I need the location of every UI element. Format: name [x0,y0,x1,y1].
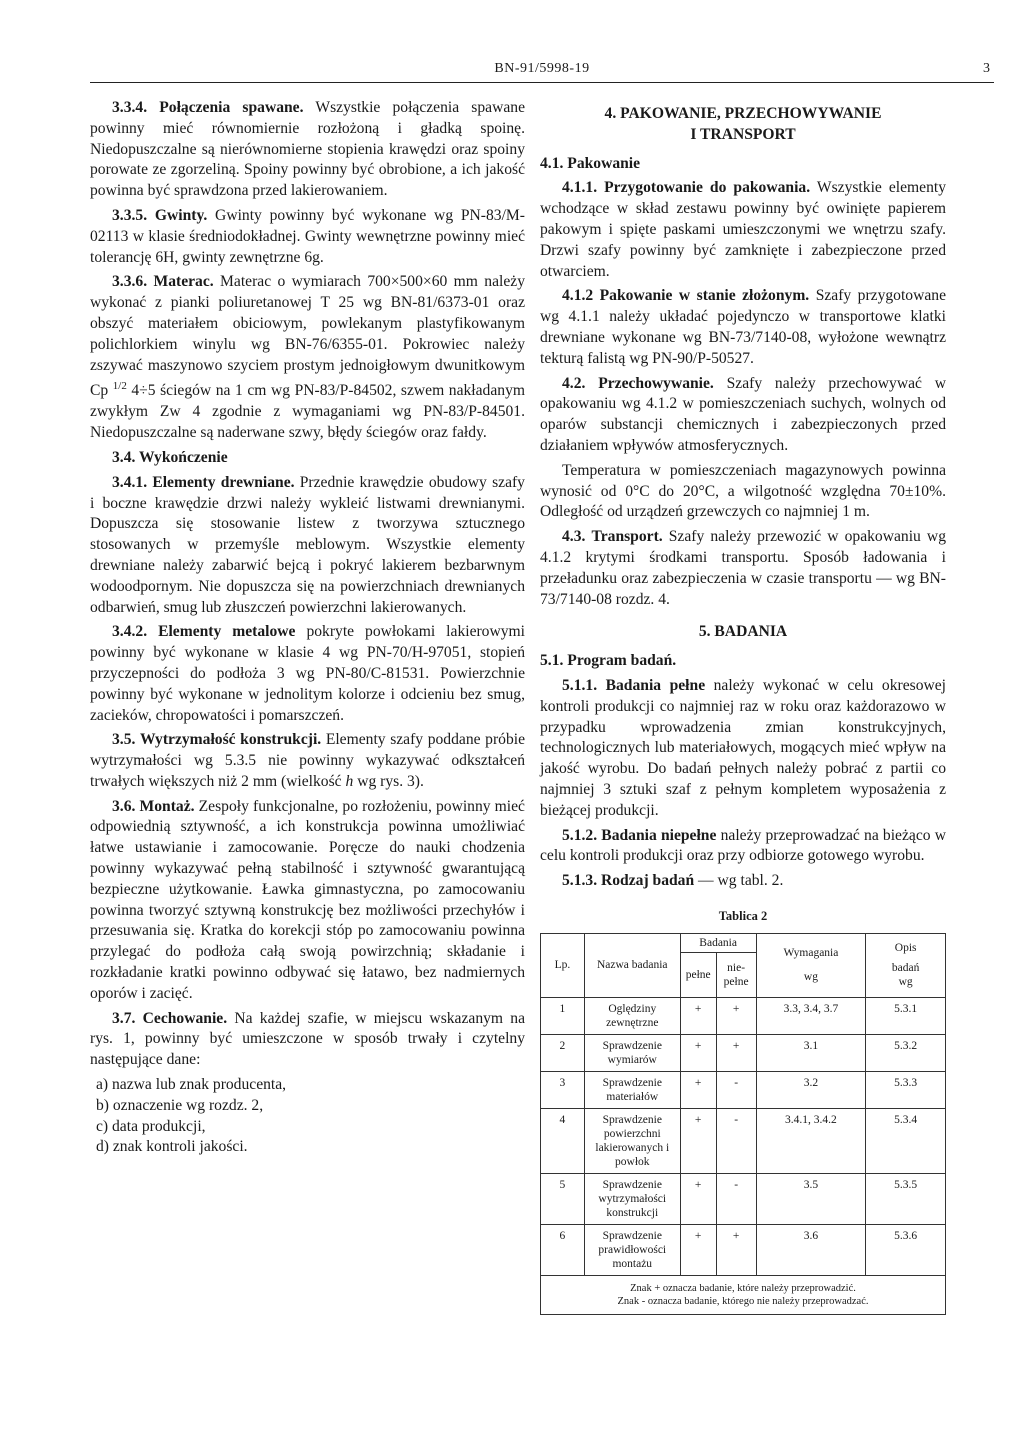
section-3-5: 3.5. Wytrzymałość konstrukcji. Elementy szafy poddane próbie wytrzymałości wg 5.3.5 nie powinny wykazywać odkształceń trwałych większych niż 2 mm (wielkość h wg rys. 3). [90,731,525,790]
header-niepelne: nie-pełne [716,952,756,997]
marking-list [96,1075,525,1158]
table-note: Znak + oznacza badanie, które należy przeprowadzić. Znak - oznacza badanie, którego nie należy przeprowadzać. [541,1275,946,1314]
page-header [90,60,994,83]
right-column [540,98,946,1315]
table-row: 6 Sprawdzenie prawidłowości montażu + + 3.6 5.3.6 [541,1224,946,1275]
tests-table [540,933,946,1315]
section-5-1-3: 5.1.3. Rodzaj badań — wg tabl. 2. [562,872,784,890]
storage-temperature: Temperatura w pomieszczeniach magazynowych powinna wynosić od 0°C do 20°C, a wilgotność względna 70±10%. Odległość od urządzeń grzewczych co najmniej 1 m. [540,461,946,521]
table-row: 5 Sprawdzenie wytrzymałości konstrukcji + - 3.5 5.3.5 [541,1173,946,1224]
section-4-3: 4.3. Transport. Szafy należy przewozić w opakowaniu wg 4.1.2 krytymi środkami transportu. Sposób ładowania i przeładunku oraz zabezpieczenia w czasie transportu — wg BN-73/7140-08 rozdz. 4. [540,528,946,608]
section-4-2: 4.2. Przechowywanie. Szafy należy przechowywać w opakowaniu wg 4.1.2 w pomieszczeniach suchych, wolnych od oparów substancji chemicznych i zabezpieczonych przed działaniem wpływów atmosferycznych. [540,374,946,454]
header-wymagania: Wymagania wg [756,933,866,997]
section-5-1-2: 5.1.2. Badania niepełne należy przeprowadzać na bieżąco w celu kontroli produkcji oraz przy odbiorze gotowego wyrobu. [540,826,946,865]
section-3-6: 3.6. Montaż. Zespoły funkcjonalne, po rozłożeniu, powinny mieć odpowiednią sztywność, a ich konstrukcja powinna umożliwiać łatwe ustawianie i zamocowanie. Poręcze do nauki chodzenia powinny wykazywać pełną stabilność i sztywność gwarantującą bezpieczne użytkowanie. Ławka gimnastyczna, po zamocowaniu powinna tworzyć sztywną konstrukcję bez możliwości przechyłów i przesuwania się. Kratka do korekcji stóp po zamocowaniu powinna przylegać do podłoża całą swoją powirzchnią; składanie i rozkładanie kratki powinno odbywać się łatawo, bez nadmiernych oporów i zacięć. [90,797,525,1002]
heading-5-1: 5.1. Program badań. [540,652,677,670]
section-3-3-4: 3.3.4. Połączenia spawane. Wszystkie połączenia spawane powinny mieć równomiernie rozłożoną i gładką spoinę. Niedopuszczalne są nierównomierne stopienia krawędzi oraz spoiny porowate ze zgorzeliną. Spoiny powinny być obrobione, a ich jakość powinna być sprawdzona przed lakierowaniem. [90,99,525,200]
header-name: Nazwa badania [584,933,680,997]
section-3-7: 3.7. Cechowanie. Na każdej szafie, w miejscu wskazanym na rys. 1, powinny być umieszczone w sposób trwały i czytelny następujące dane: [90,1009,526,1069]
header-opis: Opis badań wg [866,933,946,997]
list-item: d) znak kontroli jakości. [96,1138,248,1156]
section-3-3-5: 3.3.5. Gwinty. Gwinty powinny być wykonane wg PN-83/M-02113 w klasie średniodokładnej. Gwinty wewnętrzne powinny mieć tolerancję 6H, gwinty zewnętrzne 6g. [90,206,525,266]
section-4-1-2: 4.1.2 Pakowanie w stanie złożonym. Szafy przygotowane wg 4.1.1 należy układać pojedynczo w transportowe klatki drewniane wykonane wg BN-73/7140-08, wyłożone wewnątrz tekturą falistą wg PN-90/P-50527. [540,287,946,367]
heading-3-4: 3.4. Wykończenie [112,448,228,466]
table-caption: Tablica 2 [718,908,768,923]
table-row: 3 Sprawdzenie materiałów + - 3.2 5.3.3 [541,1071,946,1108]
section-5-heading: 5. BADANIA [698,623,788,641]
section-4-heading: 4. PAKOWANIE, PRZECHOWYWANIE I TRANSPORT [604,105,882,143]
header-lp: Lp. [541,933,585,997]
header-pelne: pełne [680,952,716,997]
section-4-1-1: 4.1.1. Przygotowanie do pakowania. Wszystkie elementy wchodzące w skład zestawu powinny być owinięte papierem pakowym i spięte paskami umieszczonymi we wnętrzu szafy. Drzwi szafy powinny być zamknięte i zabezpieczone przed otwarciem. [540,179,947,280]
table-row: 1 Oględziny zewnętrzne + + 3.3, 3.4, 3.7 5.3.1 [541,997,946,1034]
left-column [90,98,525,1158]
section-3-3-6: 3.3.6. Materac. Materac o wymiarach 700×500×60 mm należy wykonać z pianki poliuretanowej T 25 wg BN-81/6373-01 oraz obszyć materiałem obiciowym, powlekanym plastyfikowanym polichlorkiem winylu wg BN-76/6355-01. Pokrowiec należy zszywać maszynowo szyciem prostym jednoigłowym dwunitkowym Cp $^{1/2}$ 4÷5 ściegów na 1 cm wg PN-83/P-84502, szwem nakładanym zwykłym Zw 4 zgodnie z wymaganiami wg PN-83/P-84501. Niedopuszczalne są naderwane szwy, błędy ściegów oraz fałdy. [90,273,525,442]
fraction: 1/2 [112,380,127,393]
list-item: b) oznaczenie wg rozdz. 2, [96,1096,264,1114]
table-row: 4 Sprawdzenie powierzchni lakierowanych i powłok + - 3.4.1, 3.4.2 5.3.4 [541,1108,946,1173]
document-code: BN-91/5998-19 [494,61,590,76]
section-5-1-1: 5.1.1. Badania pełne należy wykonać w celu okresowej kontroli produkcji co najmniej raz w roku oraz każdorazowo w przypadku wprowadzenia zmian konstrukcyjnych, technologicznych lub materiałowych, mogących mieć wpływ na jakość wyrobu. Do badań pełnych należy pobrać z partii co najmniej 3 sztuki szaf z pełnym kompletem wyposażenia z bieżącej produkcji. [540,676,947,819]
heading-4-1: 4.1. Pakowanie [540,154,641,172]
section-3-4-2: 3.4.2. Elementy metalowe pokryte powłokami lakierowymi powinny być wykonane w klasie 4 wg PN-70/H-97051, stopień przyczepności do podłoża 3 wg PN-80/C-81531. Powierzchnie powinny być wykonane w jednolitym kolorze i odcieniu bez smug, zacieków, chropowatości i pomarszczeń. [90,623,525,724]
table-row: 2 Sprawdzenie wymiarów + + 3.1 5.3.2 [541,1034,946,1071]
page-number: 3 [983,61,990,76]
section-3-4-1: 3.4.1. Elementy drewniane. Przednie krawędzie obudowy szafy i boczne krawędzie drzwi należy wykleić listwami drewnianymi. Dopuszcza się stosowanie listew z tworzywa sztucznego stosowanych w przemyśle meblowym. Wszystkie elementy drewniane należy zabarwić bejcą i pokryć lakierem bezbarwnym wodoodpornym. Nie dopuszcza się na powierzchniach drewnianych odbarwień, smug lub złuszczeń powierzchni lakierowanych. [90,473,525,616]
header-badania: Badania [680,933,756,952]
list-item: a) nazwa lub znak producenta, [96,1076,287,1094]
list-item: c) data produkcji, [96,1117,206,1135]
